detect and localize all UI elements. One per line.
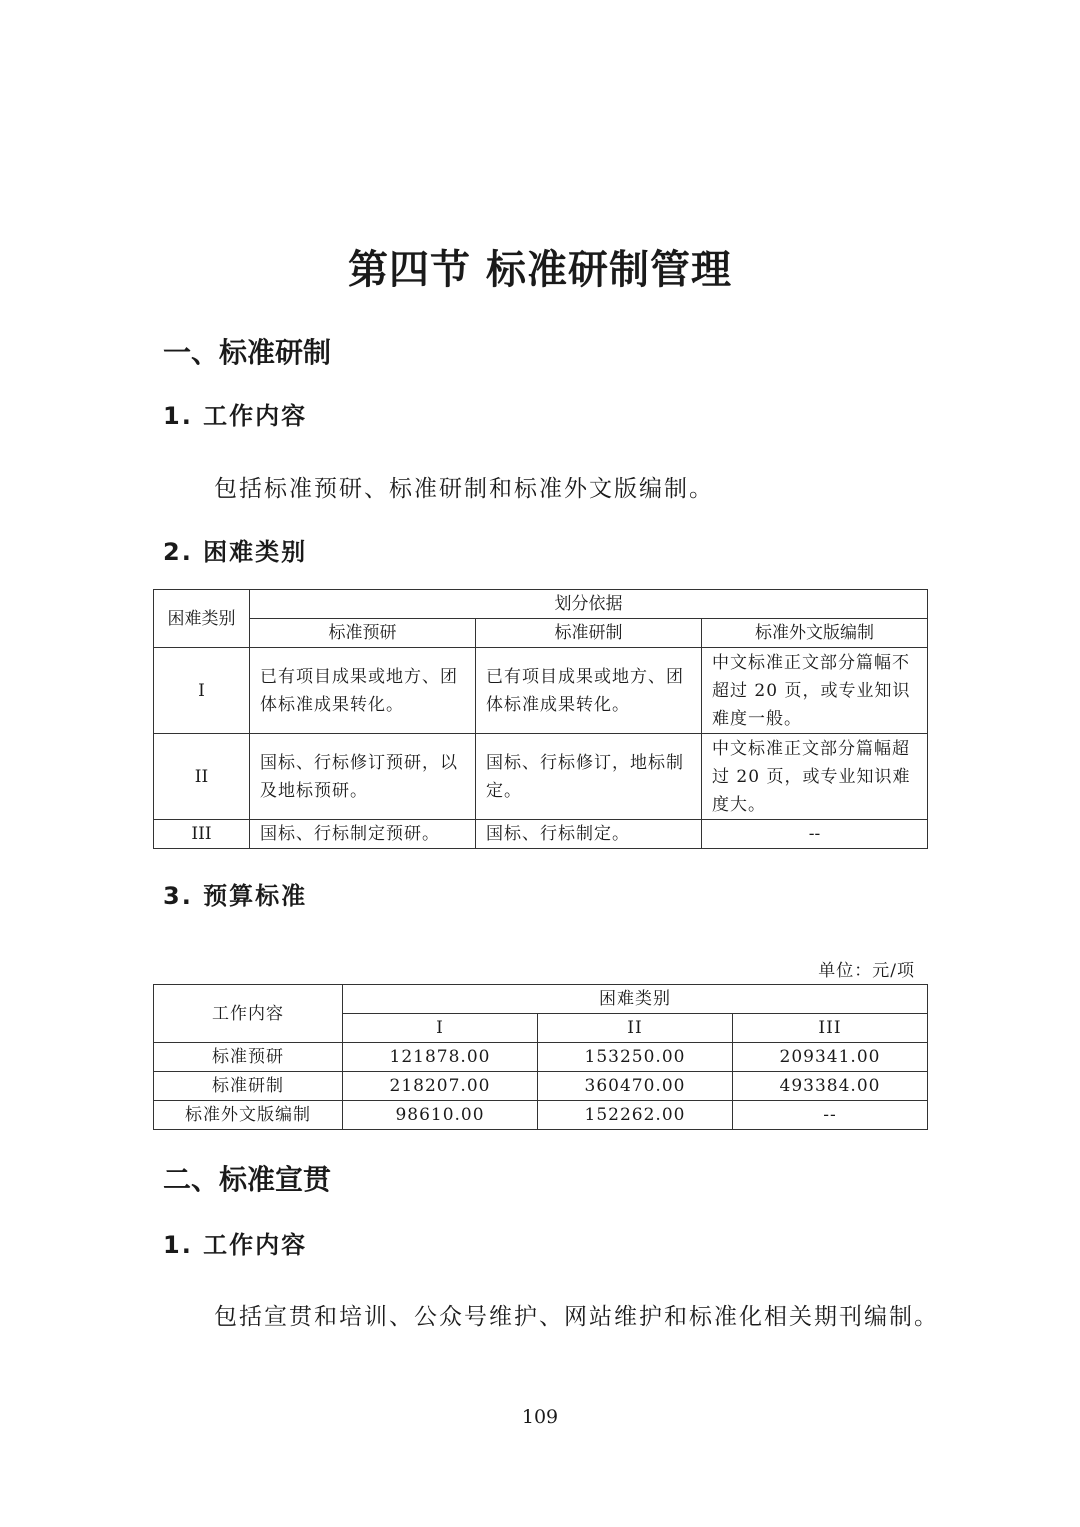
paragraph-work-content-2: 包括宣贯和培训、公众号维护、网站维护和标准化相关期刊编制。 xyxy=(214,1304,939,1330)
budget-standard-table xyxy=(153,984,928,1130)
table-cell: 已有项目成果或地方、团体标准成果转化。 xyxy=(250,648,476,734)
table-cell-category: II xyxy=(154,734,250,820)
table-cell-value: 98610.00 xyxy=(343,1101,538,1130)
section-heading-standard-development: 一、标准研制 xyxy=(163,336,332,369)
table-cell-value: 209341.00 xyxy=(733,1043,928,1072)
table-cell-category: I xyxy=(154,648,250,734)
table-cell-value: 152262.00 xyxy=(538,1101,733,1130)
table-cell-value: -- xyxy=(733,1101,928,1130)
table-header-difficulty: 困难类别 xyxy=(154,590,250,648)
table-cell: 国标、行标制定。 xyxy=(476,820,702,849)
table-cell-category: III xyxy=(154,820,250,849)
table-cell-value: 493384.00 xyxy=(733,1072,928,1101)
table-cell: 中文标准正文部分篇幅超过 20 页，或专业知识难度大。 xyxy=(702,734,928,820)
table-cell-value: 360470.00 xyxy=(538,1072,733,1101)
table-row xyxy=(154,648,928,734)
table-cell-label: 标准预研 xyxy=(154,1043,343,1072)
table-row xyxy=(154,1043,928,1072)
table-cell-value: 121878.00 xyxy=(343,1043,538,1072)
table-cell-value: 218207.00 xyxy=(343,1072,538,1101)
table-row xyxy=(154,820,928,849)
table-cell: 国标、行标制定预研。 xyxy=(250,820,476,849)
table-header-basis: 划分依据 xyxy=(250,590,928,619)
table-cell-label: 标准研制 xyxy=(154,1072,343,1101)
table-row xyxy=(154,1072,928,1101)
unit-label: 单位：元/项 xyxy=(818,961,915,981)
paragraph-work-content: 包括标准预研、标准研制和标准外文版编制。 xyxy=(214,476,714,502)
subheading-difficulty-category: 2. 困难类别 xyxy=(163,538,308,566)
table-cell: 国标、行标修订，地标制定。 xyxy=(476,734,702,820)
table-cell-label: 标准外文版编制 xyxy=(154,1101,343,1130)
page-title: 第四节 标准研制管理 xyxy=(348,247,732,293)
table-header-foreign-version: 标准外文版编制 xyxy=(702,619,928,648)
subheading-budget-standard: 3. 预算标准 xyxy=(163,882,308,910)
table-cell: 已有项目成果或地方、团体标准成果转化。 xyxy=(476,648,702,734)
table-header-difficulty-category: 困难类别 xyxy=(343,985,928,1014)
table-header-work-content: 工作内容 xyxy=(154,985,343,1043)
table-cell-value: 153250.00 xyxy=(538,1043,733,1072)
table-cell: 国标、行标修订预研，以及地标预研。 xyxy=(250,734,476,820)
table-header-pre-research: 标准预研 xyxy=(250,619,476,648)
table-header-level-1: I xyxy=(343,1014,538,1043)
subheading-work-content: 1. 工作内容 xyxy=(163,402,308,430)
table-header-level-3: III xyxy=(733,1014,928,1043)
section-heading-standard-promotion: 二、标准宣贯 xyxy=(163,1163,332,1196)
table-row xyxy=(154,734,928,820)
table-row xyxy=(154,1101,928,1130)
table-cell: -- xyxy=(702,820,928,849)
table-cell: 中文标准正文部分篇幅不超过 20 页，或专业知识难度一般。 xyxy=(702,648,928,734)
difficulty-category-table xyxy=(153,589,928,849)
subheading-work-content-2: 1. 工作内容 xyxy=(163,1231,308,1259)
page-number: 109 xyxy=(521,1406,559,1428)
table-header-level-2: II xyxy=(538,1014,733,1043)
table-header-development: 标准研制 xyxy=(476,619,702,648)
